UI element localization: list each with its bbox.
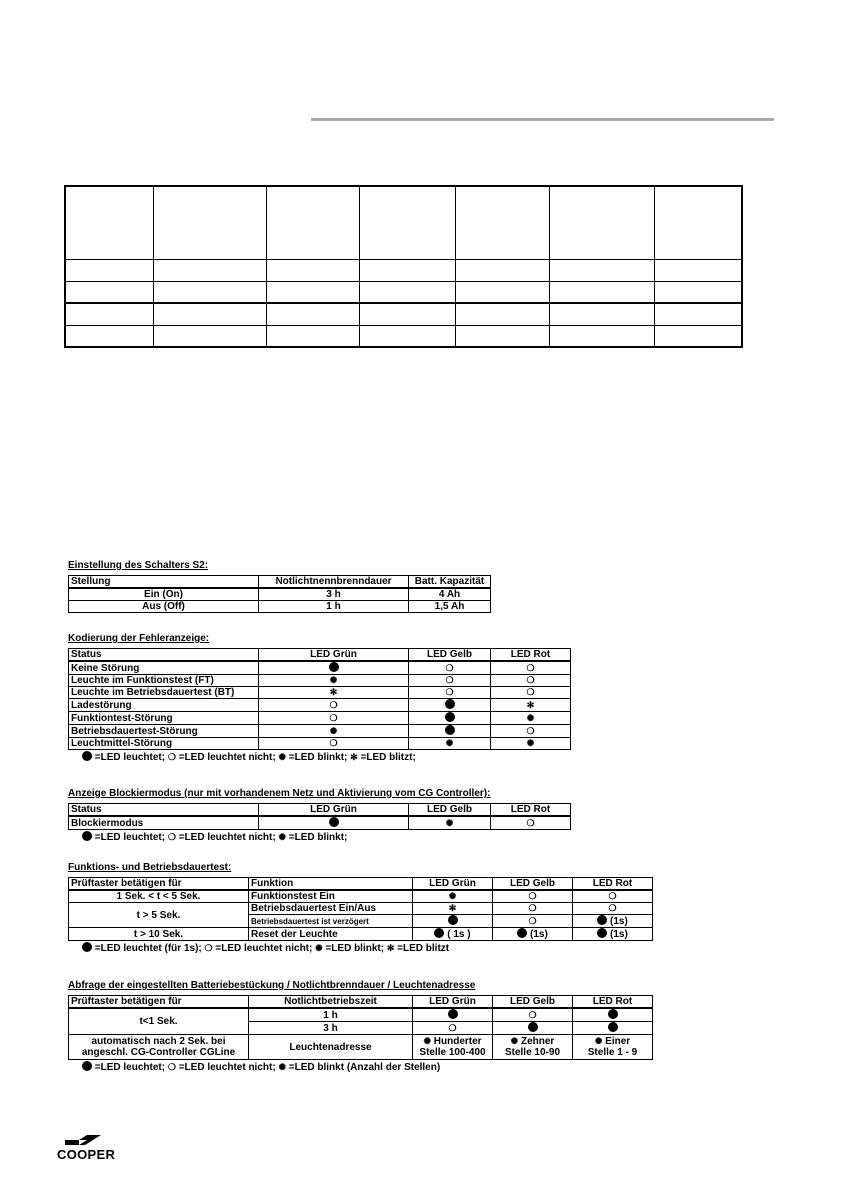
- blockier-h2: LED Gelb: [409, 804, 491, 817]
- led-flash-icon: ✻: [413, 903, 493, 915]
- abfrage-duration: t<1 Sek.: [69, 1008, 249, 1035]
- led-on-icon: [445, 699, 455, 709]
- test-duration: t > 5 Sek.: [69, 903, 249, 928]
- led-off-icon: ❍: [204, 943, 213, 953]
- test-h4: LED Rot: [573, 878, 653, 891]
- s2-table: [68, 575, 491, 613]
- led-on-icon: [82, 942, 92, 952]
- fehler-status: Betriebsdauertest-Störung: [69, 725, 259, 738]
- test-h2: LED Grün: [413, 878, 493, 891]
- fehler-status: Leuchte im Funktionstest (FT): [69, 675, 259, 687]
- abfrage-h3: LED Gelb: [493, 996, 573, 1009]
- abfrage-h0: Prüftaster betätigen für: [69, 996, 249, 1009]
- led-blink-icon: ✺: [278, 832, 286, 842]
- test-h3: LED Gelb: [493, 878, 573, 891]
- led-on-icon: [448, 915, 458, 925]
- led-flash-icon: ✻: [386, 943, 395, 953]
- blockier-title: Anzeige Blockiermodus (nur mit vorhandenem Netz und Aktivierung vom CG Controller):: [68, 788, 491, 799]
- led-blink-icon: ✺: [409, 738, 491, 750]
- abfrage-green: ✺ Hunderter Stelle 100-400: [413, 1035, 493, 1060]
- s2-r0c0: Ein (On): [69, 588, 259, 601]
- blockier-h0: Status: [69, 804, 259, 817]
- led-blink-icon: ✺: [315, 943, 323, 953]
- fehler-h2: LED Gelb: [409, 649, 491, 662]
- led-blink-icon: ✺: [491, 712, 571, 725]
- led-on-icon: [329, 817, 339, 827]
- blockier-table: [68, 803, 571, 830]
- abfrage-yellow: ✺ Zehner Stelle 10-90: [493, 1035, 573, 1060]
- s2-h2: Batt. Kapazität: [409, 576, 491, 589]
- led-blink-icon: ✺: [259, 725, 409, 738]
- abfrage-title: Abfrage der eingestellten Batteriebestückung / Notlichtbrenndauer / Leuchtenadresse: [68, 980, 476, 991]
- s2-h0: Stellung: [69, 576, 259, 589]
- led-off-icon: ❍: [167, 832, 176, 842]
- led-on-icon: [329, 662, 339, 672]
- led-off-icon: ❍: [409, 687, 491, 699]
- fehler-title: Kodierung der Fehleranzeige:: [68, 633, 210, 644]
- led-on-icon: [597, 915, 607, 925]
- s2-r1c2: 1,5 Ah: [409, 601, 491, 613]
- abfrage-function: Leuchtenadresse: [249, 1035, 413, 1060]
- abfrage-section: [68, 980, 653, 1074]
- s2-h1: Notlichtnennbrenndauer: [259, 576, 409, 589]
- led-on-icon: [528, 1022, 538, 1032]
- led-off-icon: ❍: [493, 903, 573, 915]
- blockier-section: [68, 788, 571, 844]
- duration-label: (1s): [529, 929, 548, 940]
- test-title: Funktions- und Betriebsdauertest:: [68, 862, 232, 873]
- test-function: Betriebsdauertest ist verzögert: [249, 915, 413, 928]
- duration-label: (1s): [609, 929, 628, 940]
- led-off-icon: ❍: [493, 1008, 573, 1022]
- cooper-logo: [57, 1133, 121, 1165]
- abfrage-table: [68, 995, 653, 1060]
- led-off-icon: ❍: [573, 903, 653, 915]
- led-off-icon: ❍: [493, 890, 573, 903]
- s2-section: [68, 560, 491, 613]
- test-h0: Prüftaster betätigen für: [69, 878, 249, 891]
- blockier-h1: LED Grün: [259, 804, 409, 817]
- fehler-status: Leuchte im Betriebsdauertest (BT): [69, 687, 259, 699]
- fehler-h1: LED Grün: [259, 649, 409, 662]
- led-blink-icon: ✺: [278, 1062, 286, 1072]
- blockier-legend: =LED leuchtet; ❍ =LED leuchtet nicht; ✺ =LED blinkt;: [82, 831, 571, 844]
- s2-title: Einstellung des Schalters S2:: [68, 560, 209, 571]
- test-section: [68, 862, 653, 955]
- test-h1: Funktion: [249, 878, 413, 891]
- led-off-icon: ❍: [491, 687, 571, 699]
- led-on-icon: [608, 1009, 618, 1019]
- led-off-icon: ❍: [491, 661, 571, 675]
- abfrage-h4: LED Rot: [573, 996, 653, 1009]
- led-blink-icon: ✺: [413, 890, 493, 903]
- led-blink-icon: ✺: [409, 816, 491, 830]
- led-off-icon: ❍: [167, 752, 176, 762]
- logo-text: COOPER: [57, 1147, 116, 1162]
- test-function: Betriebsdauertest Ein/Aus: [249, 903, 413, 915]
- led-off-icon: ❍: [493, 915, 573, 928]
- led-off-icon: ❍: [491, 675, 571, 687]
- abfrage-red: ✺ Einer Stelle 1 - 9: [573, 1035, 653, 1060]
- fehler-status: Leuchtmittel-Störung: [69, 738, 259, 750]
- blockier-status: Blockiermodus: [69, 816, 259, 830]
- fehler-table: [68, 648, 571, 750]
- abfrage-time: 3 h: [249, 1022, 413, 1035]
- led-flash-icon: ✻: [350, 752, 358, 762]
- test-function: Reset der Leuchte: [249, 928, 413, 941]
- fehler-status: Keine Störung: [69, 661, 259, 675]
- fehler-h3: LED Rot: [491, 649, 571, 662]
- led-off-icon: ❍: [491, 816, 571, 830]
- test-duration: 1 Sek. < t < 5 Sek.: [69, 890, 249, 903]
- s2-r1c1: 1 h: [259, 601, 409, 613]
- led-off-icon: ❍: [259, 712, 409, 725]
- test-function: Funktionstest Ein: [249, 890, 413, 903]
- led-on-icon: [445, 712, 455, 722]
- led-blink-icon: ✺: [510, 1036, 519, 1046]
- abfrage-h1: Notlichtbetriebszeit: [249, 996, 413, 1009]
- led-on-icon: [608, 1022, 618, 1032]
- led-blink-icon: ✺: [594, 1036, 603, 1046]
- fehler-h0: Status: [69, 649, 259, 662]
- s2-r0c2: 4 Ah: [409, 588, 491, 601]
- s2-r1c0: Aus (Off): [69, 601, 259, 613]
- empty-table: [64, 185, 743, 348]
- test-table: [68, 877, 653, 941]
- header-rule: [311, 118, 774, 121]
- led-on-icon: [82, 831, 92, 841]
- led-blink-icon: ✺: [259, 675, 409, 687]
- abfrage-auto: automatisch nach 2 Sek. bei angeschl. CG-Controller CGLine: [69, 1035, 249, 1060]
- blockier-h3: LED Rot: [491, 804, 571, 817]
- led-on-icon: [597, 928, 607, 938]
- led-blink-icon: ✺: [278, 752, 286, 762]
- led-blink-icon: ✺: [491, 738, 571, 750]
- led-flash-icon: ✻: [259, 687, 409, 699]
- test-duration: t > 10 Sek.: [69, 928, 249, 941]
- led-on-icon: [448, 1009, 458, 1019]
- abfrage-h2: LED Grün: [413, 996, 493, 1009]
- abfrage-time: 1 h: [249, 1008, 413, 1022]
- test-legend: =LED leuchtet (für 1s); ❍ =LED leuchtet nicht; ✺ =LED blinkt; ✻ =LED blitzt: [82, 942, 653, 955]
- fehler-legend: =LED leuchtet; ❍ =LED leuchtet nicht; ✺ =LED blinkt; ✻ =LED blitzt;: [82, 751, 571, 764]
- led-on-icon: [82, 751, 92, 761]
- abfrage-legend: =LED leuchtet; ❍ =LED leuchtet nicht; ✺ =LED blinkt (Anzahl der Stellen): [82, 1061, 653, 1074]
- duration-label: ( 1s ): [447, 929, 471, 940]
- led-flash-icon: ✻: [491, 699, 571, 712]
- s2-r0c1: 3 h: [259, 588, 409, 601]
- led-off-icon: ❍: [491, 725, 571, 738]
- led-off-icon: ❍: [573, 890, 653, 903]
- duration-label: (1s): [609, 916, 628, 927]
- led-on-icon: [434, 928, 444, 938]
- fehler-section: [68, 633, 571, 764]
- fehler-status: Funktiontest-Störung: [69, 712, 259, 725]
- fehler-status: Ladestörung: [69, 699, 259, 712]
- led-off-icon: ❍: [259, 699, 409, 712]
- led-off-icon: ❍: [409, 661, 491, 675]
- led-off-icon: ❍: [259, 738, 409, 750]
- led-on-icon: [82, 1061, 92, 1071]
- led-blink-icon: ✺: [423, 1036, 431, 1046]
- led-off-icon: ❍: [409, 675, 491, 687]
- led-off-icon: ❍: [413, 1022, 493, 1035]
- led-on-icon: [517, 928, 527, 938]
- led-off-icon: ❍: [167, 1062, 176, 1072]
- led-on-icon: [445, 725, 455, 735]
